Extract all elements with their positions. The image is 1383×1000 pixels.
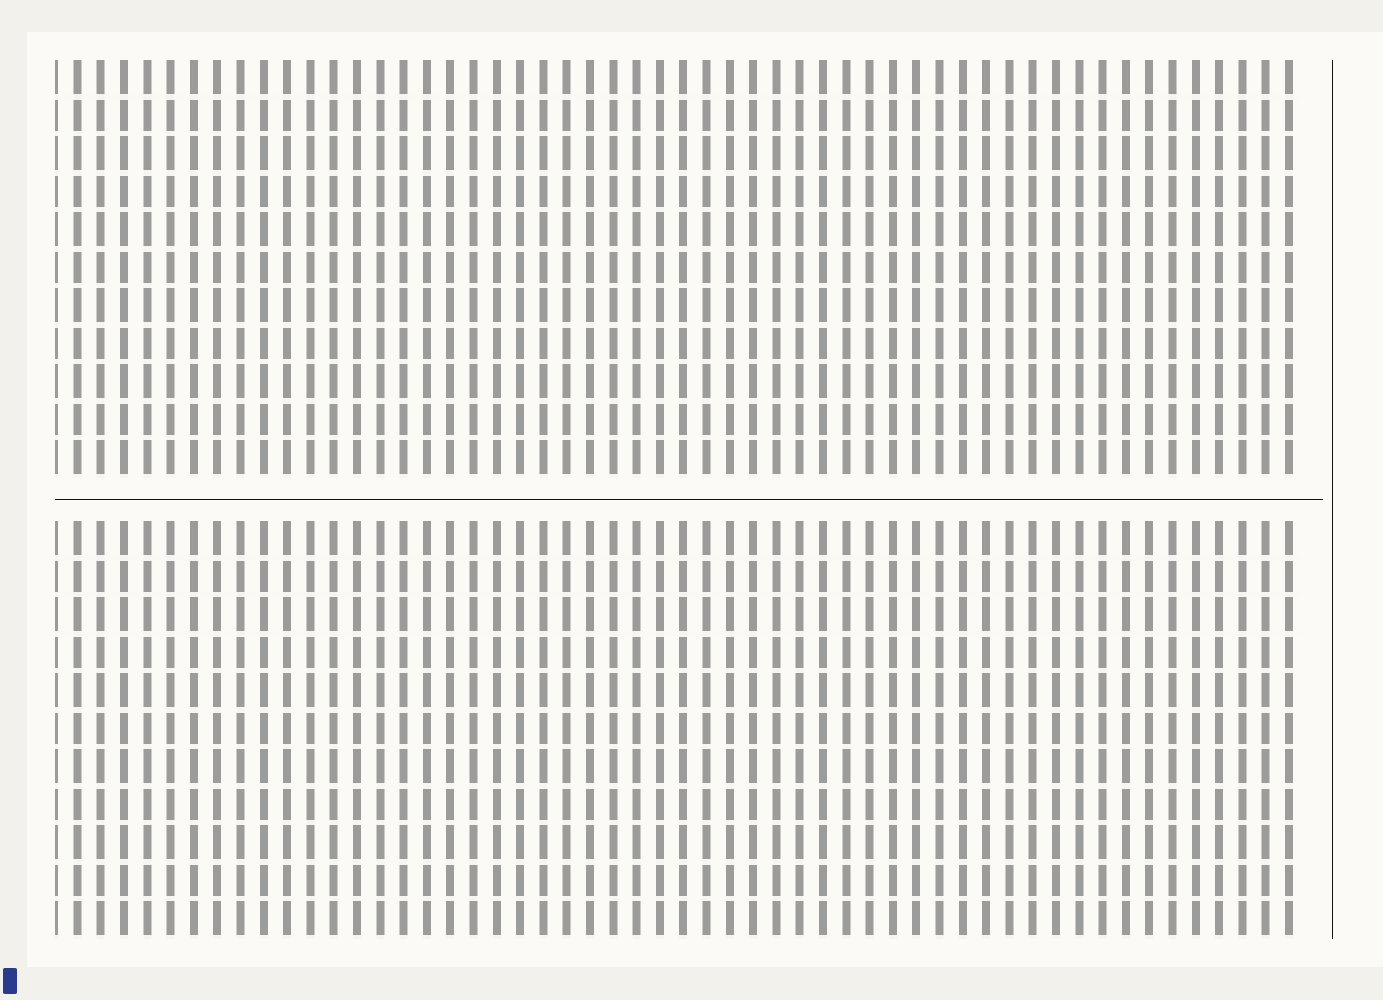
text-column-right <box>55 521 1323 939</box>
column-text-lines <box>55 521 1301 939</box>
column-divider <box>55 499 1323 500</box>
running-head <box>1339 60 1369 939</box>
text-column-left <box>55 60 1323 478</box>
header-rule <box>1332 60 1333 939</box>
column-text-lines <box>55 60 1301 478</box>
digitization-credit <box>4 120 22 980</box>
dfg-logo-icon <box>3 968 17 994</box>
document-page <box>27 32 1383 967</box>
